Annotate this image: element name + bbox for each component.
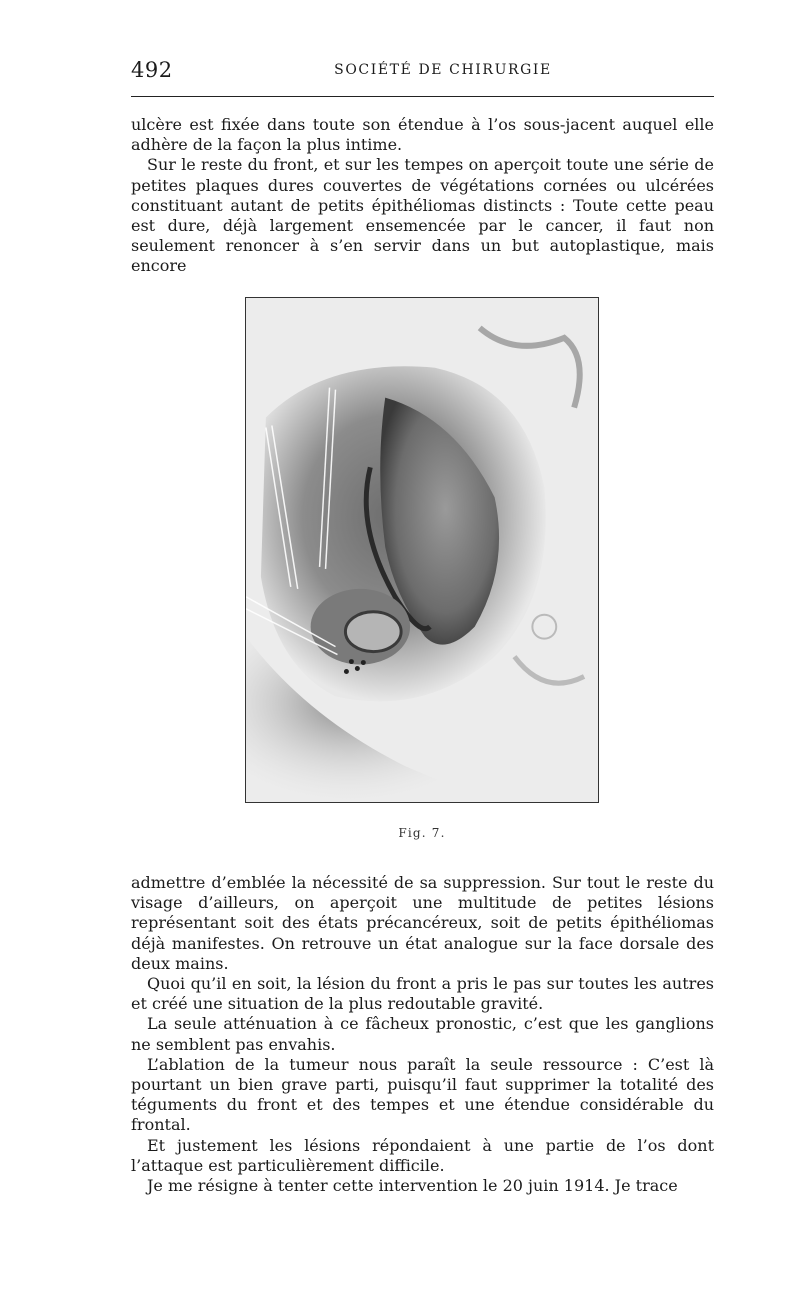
paragraph: ulcère est fixée dans toute son étendue à l’os sous-jacent auquel elle adhère de la façon la plus intime. — [131, 115, 714, 155]
paragraph: Et justement les lésions répondaient à une partie de l’os dont l’attaque est particulièrement difficile. — [131, 1135, 714, 1175]
text-block-after-figure — [131, 873, 714, 1196]
paragraph: Quoi qu’il en soit, la lésion du front a pris le pas sur toutes les autres et créé une situation de la plus redoutable gravité. — [131, 974, 714, 1014]
figure-photograph — [245, 297, 599, 803]
paragraph: Sur le reste du front, et sur les tempes on aperçoit toute une série de petites plaques dures couvertes de végétations cornées ou ulcérées constituant autant de petits épithéliomas distincts : Toute cette peau est dure, déjà largement ensemencée par le cancer, il faut non seulement renoncer à s’en servir dans un but autoplastique, mais encore — [131, 155, 714, 276]
header-rule — [131, 96, 714, 97]
page-header — [131, 58, 725, 88]
paragraph: La seule atténuation à ce fâcheux pronostic, c’est que les ganglions ne semblent pas envahis. — [131, 1014, 714, 1054]
figure-caption: Fig. 7. — [398, 826, 446, 840]
running-title: SOCIÉTÉ DE CHIRURGIE — [334, 62, 552, 78]
text-block-before-figure — [131, 115, 714, 277]
surgical-photo-illustration — [246, 298, 598, 802]
page-number: 492 — [131, 58, 173, 82]
paragraph: L’ablation de la tumeur nous paraît la seule ressource : C’est là pourtant un bien grave parti, puisqu’il faut supprimer la totalité des téguments du front et des tempes et une étendue considérable du frontal. — [131, 1054, 714, 1135]
paragraph: admettre d’emblée la nécessité de sa suppression. Sur tout le reste du visage d’ailleurs, on aperçoit une multitude de petites lésions représentant soit des états précancéreux, soit de petits épithéliomas déjà manifestes. On retrouve un état analogue sur la face dorsale des deux mains. — [131, 873, 714, 973]
paragraph: Je me résigne à tenter cette intervention le 20 juin 1914. Je trace — [147, 1176, 678, 1196]
